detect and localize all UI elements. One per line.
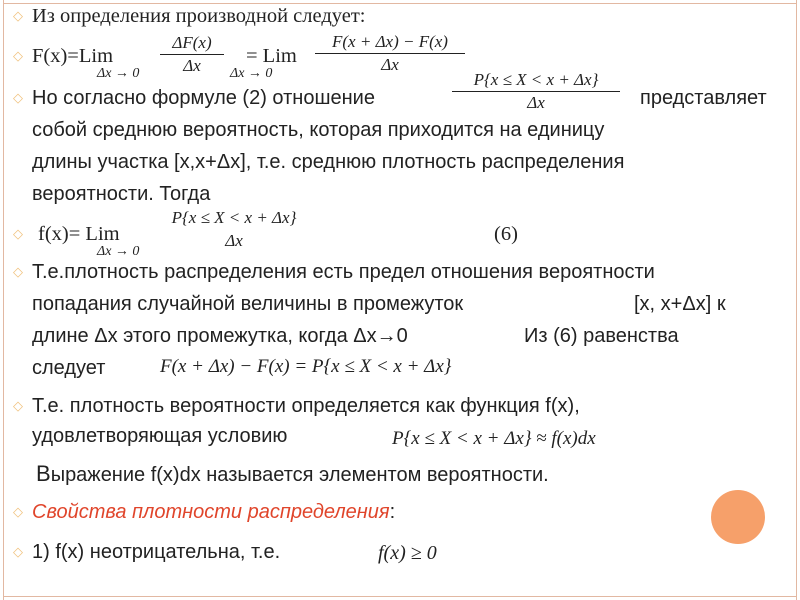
line-density-defined: Т.е. плотность вероятности определяется как функция f(x), <box>32 395 580 417</box>
bullet-icon: ◇ <box>13 48 23 63</box>
lim-subscript: Δx → 0 <box>97 244 140 259</box>
fraction-density-limit <box>150 208 318 251</box>
fraction-numerator: P{x ≤ X < x + Δx} <box>473 70 599 89</box>
line-density-is-limit: Т.е.плотность распределения есть предел отношения вероятности <box>32 261 655 283</box>
fraction-denominator: Δx <box>527 93 545 112</box>
fraction-numerator: P{x ≤ X < x + Δx} <box>171 208 297 227</box>
heading-colon: : <box>389 501 396 523</box>
bullet-icon: ◇ <box>13 8 23 23</box>
bullet-icon: ◇ <box>13 398 23 413</box>
fraction-numerator: ΔF(x) <box>172 33 212 52</box>
frame-right-border <box>796 0 797 600</box>
line-from-6: Из (6) равенства <box>524 325 679 347</box>
fraction-bar <box>315 53 465 54</box>
frame-bottom-border <box>3 596 796 597</box>
first-letter: В <box>36 461 51 486</box>
line-lim-2: = Lim <box>246 45 297 67</box>
line-length: длине Δx этого промежутка, когда Δx→0 <box>32 325 408 347</box>
decorative-circle <box>711 490 765 544</box>
fraction-denominator: Δx <box>381 55 399 74</box>
line-interval-length: длины участка [x,x+Δx], т.е. среднюю плотность распределения <box>32 151 625 173</box>
line-satisfying: удовлетворяющая условию <box>32 425 288 447</box>
equation-number: (6) <box>494 223 518 245</box>
line-F-lim: F(x)=Lim <box>32 45 114 67</box>
line-average-probability: собой среднюю вероятность, которая приходится на единицу <box>32 119 605 141</box>
formula-nonnegative: f(x) ≥ 0 <box>378 542 437 564</box>
bullet-icon: ◇ <box>13 504 23 519</box>
bullet-icon: ◇ <box>13 226 23 241</box>
formula-equality: F(x + Δx) − F(x) = P{x ≤ X < x + Δx} <box>160 356 452 377</box>
line-interval: [x, x+Δx] к <box>634 293 726 315</box>
fraction-denominator: Δx <box>225 231 243 250</box>
line-represents: представляет <box>640 87 767 109</box>
bullet-icon: ◇ <box>13 264 23 279</box>
line-nonnegative: 1) f(x) неотрицательна, т.е. <box>32 541 281 563</box>
line-then: вероятности. Тогда <box>32 183 211 205</box>
fraction-probability <box>452 70 620 113</box>
fraction-dF-dx <box>160 33 224 76</box>
lim-subscript: Δx → 0 <box>230 66 273 81</box>
fraction-difference <box>315 32 465 75</box>
fraction-numerator: F(x + Δx) − F(x) <box>332 32 448 51</box>
line-falling: попадания случайной величины в промежуток <box>32 293 464 315</box>
frame-left-border <box>3 0 4 600</box>
lim-subscript: Δx → 0 <box>97 66 140 81</box>
line-f-lim: f(x)= Lim <box>38 223 120 245</box>
line-properties-heading <box>32 500 395 524</box>
line-definition: Из определения производной следует: <box>32 5 366 27</box>
fraction-denominator: Δx <box>183 56 201 75</box>
line-element-probability <box>36 462 549 487</box>
fraction-bar <box>150 229 318 230</box>
fraction-bar <box>160 54 224 55</box>
bullet-icon: ◇ <box>13 90 23 105</box>
fraction-bar <box>452 91 620 92</box>
line-according: Но согласно формуле (2) отношение <box>32 87 375 109</box>
formula-approx: P{x ≤ X < x + Δx} ≈ f(x)dx <box>392 428 596 449</box>
line-follows: следует <box>32 357 106 379</box>
bullet-icon: ◇ <box>13 544 23 559</box>
properties-heading: Свойства плотности распределения <box>32 501 390 523</box>
line-rest: ыражение f(x)dx называется элементом вероятности. <box>50 464 549 486</box>
